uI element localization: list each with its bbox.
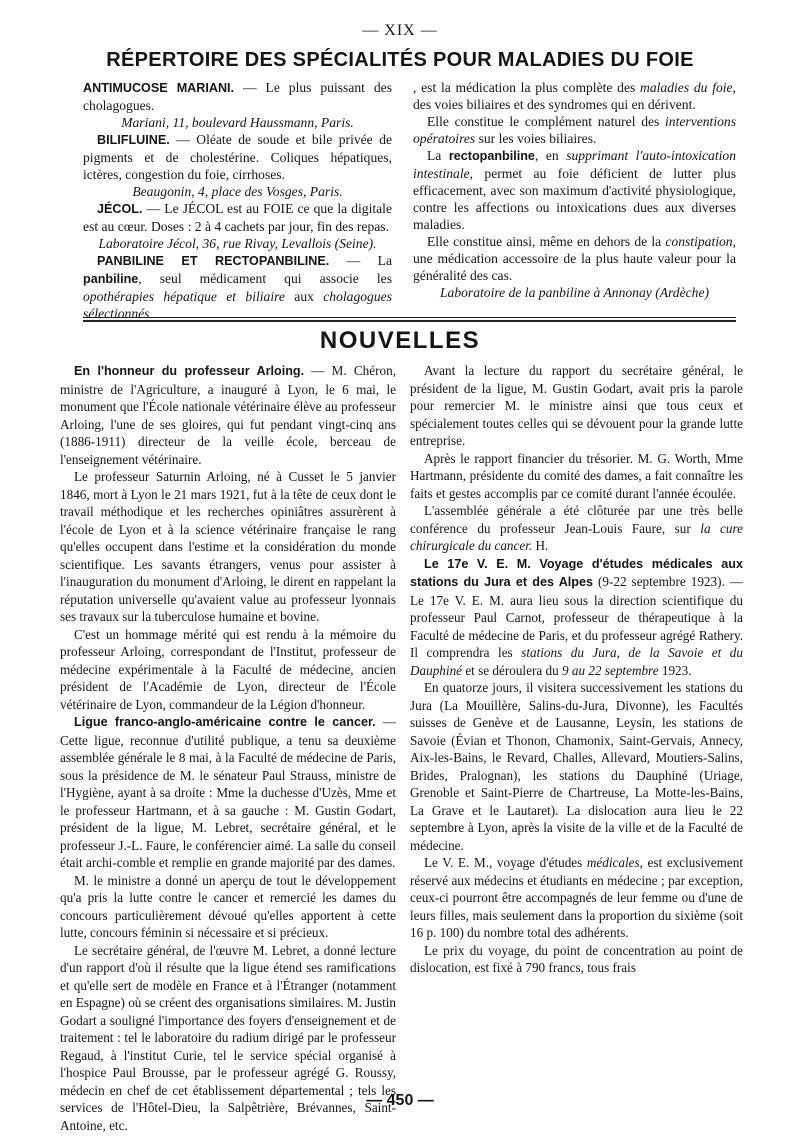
entry-bilifluine [83, 131, 392, 183]
article-heading: Le 17e V. E. M. Voyage d'études médicales aux stations du Jura et des Alpes [410, 556, 743, 589]
text-run: panbiline [83, 272, 139, 286]
article-ligue-p5: Après le rapport financier du trésorier. M. G. Worth, Mme Hartmann, présidente du comité des dames, a fait connaître les faits et gestes accomplis par ce comité durant l'année écoulée. [410, 450, 743, 501]
text-run: opothérapies hépatique et biliaire [83, 289, 285, 304]
nouvelles-title: NOUVELLES [319, 327, 481, 354]
repertoire-left-column [83, 79, 392, 322]
article-voyage-p4: Le prix du voyage, du point de concentration au point de dislocation, est fixé à 790 francs, tous frais [410, 942, 743, 975]
text-run: Elle constitue le complément naturel des [427, 114, 666, 129]
article-ligue-p6 [410, 502, 743, 555]
entry-name: BILIFLUINE. [97, 133, 170, 147]
entry-antimucose [83, 79, 392, 114]
article-ligue-p2: M. le ministre a donné un aperçu de tout le développement qu'a pris la lutte contre le cancer et remercié les dames du concours particulièrement dévoué qu'elles apportent à cette lutte, concours féminin si nécessaire et si précieux. [60, 872, 396, 940]
text-run: Le V. E. M., voyage d'études [424, 855, 587, 870]
text-run: interventions opératoires [413, 114, 736, 146]
text-run: cholagogues sélectionnés [83, 289, 392, 321]
text-run: , seul médicament qui associe les [138, 271, 392, 286]
entry-text: — Oléate de soude et bile privée de pigments et de cholestérine. Coliques hépatiques, ictères, congestion du foie, cirrhoses. [83, 132, 392, 182]
text-run: — Le 17e V. E. M. aura lieu sous la direction scientifique du professeur Paul Carnot, professeur de thérapeutique à la Faculté de médecine de Paris, et du professeur agrégé Rathery. Il comprendra les [410, 574, 743, 660]
text-run: constipation [665, 234, 733, 249]
text-run: supprimant l'auto-intoxication intestinale [413, 148, 736, 181]
entry-address: Beaugonin, 4, place des Vosges, Paris. [132, 184, 343, 199]
text-run: , est exclusivement réservé aux médecins et étudiants en médecine ; par exception, ceux-ci pourront être accompagnés de leur femme ou d'une de leurs filles, mais seulement dans la proportion du sixième (soit 16 p. 100) du nombre total des adhérents. [410, 855, 743, 940]
text-run: , est la médication la plus complète des [413, 80, 641, 95]
text-run: sur les voies biliaires. [475, 131, 597, 146]
section-divider [83, 320, 736, 322]
text-run: Elle constitue ainsi, même en dehors de la [427, 234, 666, 249]
article-arloing-p1 [60, 362, 396, 468]
panbiline-p3 [413, 147, 736, 233]
text-run: médicales [586, 855, 640, 870]
entry-jecol [83, 200, 392, 235]
text-run: rectopanbiline [448, 149, 535, 163]
text-run: , une médication accessoire de la plus haute valeur pour la généralité des cas. [413, 234, 736, 283]
text-run: la cure chirurgicale du cancer. [410, 520, 744, 553]
text-run: , permet au foie déficient de lutter plus efficacement, avec son maximum d'activité physiologique, contre les affections ou intoxications dues aux diverses maladies. [413, 166, 736, 232]
page-number: — 450 — [366, 1092, 434, 1109]
nouvelles-left-column [60, 362, 396, 1134]
text-run: — La [329, 253, 393, 268]
panbiline-continued [413, 79, 736, 113]
article-heading: Ligue franco-anglo-américaine contre le cancer. [74, 715, 376, 729]
entry-text: — Le JÉCOL est au FOIE ce que la digitale est au cœur. Doses : 2 à 4 cachets par jour, fin des repas. [83, 201, 392, 234]
entry-name: JÉCOL. [97, 202, 143, 216]
text-run: (9-22 septembre 1923). [593, 574, 725, 589]
repertoire-right-column [413, 79, 736, 301]
article-ligue-p3: Le secrétaire général, de l'œuvre M. Lebret, a donné lecture d'un rapport d'où il résulte que la ligue étend ses ramifications et qu'elle sert de modèle en France et à l'Étranger (notamment en Espagne) où se créent des organisations similaires. M. Justin Godart a souligné l'importance des foyers d'enseignement et de traitement : tel le laboratoire du radium dirigé par le professeur Regaud, à l'institut Curie, tel le service spécial organisé à l'hospice Paul Brousse, par le professeur agrégé G. Roussy, médecin en chef de cet établissement départemental ; tels les services de l'Hôtel-Dieu, la Salpêtrière, Brévannes, Saint-Antoine, etc. [60, 942, 396, 1133]
article-arloing-p2: Le professeur Saturnin Arloing, né à Cusset le 5 janvier 1846, mort à Lyon le 21 mars 1921, fut à la tête de ceux dont le travail méthodique et les recherches opiniâtres assurèrent à l'école de Lyon et à la science vétérinaire française le rang qu'elles occupent dans l'estime et la considération du monde scientifique. Les savants étrangers, venus pour assister à l'inauguration du monument d'Arloing, le dirent en rappelant la réputation universelle qu'avaient value au professeur lyonnais ses travaux sur la tuberculose humaine et bovine. [60, 469, 396, 624]
panbiline-p4 [413, 233, 736, 284]
article-arloing-p3: C'est un hommage mérité qui est rendu à la mémoire du professeur Arloing, correspondant de l'Institut, professeur de médecine expérimentale à la Faculté de médecine, ancien président de l'Académie de Lyon, directeur de l'École vétérinaire de Lyon, commandeur de la Légion d'honneur. [60, 626, 396, 712]
entry-address: Mariani, 11, boulevard Haussmann, Paris. [121, 115, 354, 130]
article-voyage-p1 [410, 555, 743, 680]
article-ligue-p4: Avant la lecture du rapport du secrétaire général, le président de la ligue, M. Gustin Godart, avait pris la parole pour remercier M. le ministre ainsi que tous ceux et spécialement toutes celles qui se dévouent pour la grande lutte entreprise. [410, 363, 743, 448]
text-run: et se déroulera du [462, 662, 562, 678]
text-run: — Cette ligue, reconnue d'utilité publique, a tenu sa deuxième assemblée générale le 8 mai, à la Faculté de médecine de Paris, sous la présidence de M. le sénateur Paul Strauss, ministre de l'Hygiène, ayant à sa droite : Mme la duchesse d'Uzès, Mme et le professeur Hartmann, et à sa gauche : M. Gustin Godart, président de la ligue, M. Lebret, secrétaire général, et le professeur J.-L. Faure, le conférencier aimé. La salle du conseil était archi-comble et remplie en grande majorité par des dames. [60, 714, 397, 870]
text-run: La [427, 148, 449, 163]
text-run: maladies du foie [640, 80, 733, 95]
text-run: 1923. [658, 662, 692, 678]
text-run: 9 au 22 septembre [561, 662, 659, 678]
article-ligue-p1 [60, 713, 396, 872]
text-run: — M. Chéron, ministre de l'Agriculture, a inauguré à Lyon, le 6 mai, le monument que l'École nationale vétérinaire élève au professeur Arloing, l'une de ses gloires, qui fut pendant vingt-cinq ans (1886-1911) directeur de la veille école, berceau de l'enseignement vétérinaire. [60, 363, 396, 467]
text-run: , en [534, 148, 567, 163]
article-voyage-p2: En quatorze jours, il visitera successivement les stations du Jura (La Mouillère, Salins-du-Jura, Divonne), les Facultés suisses de Genève et de Lausanne, Leysin, les stations de Savoie (Évian et Thonon, Chamonix, Saint-Gervais, Annecy, Aix-les-Bains, le Revard, Challes, Allevard, Moutiers-Salins, Brides, Pralognan), les stations du Dauphiné (Uriage, Grenoble et Saint-Pierre de Chartreuse, La Motte-les-Bains, La Grave et le Lautaret). La dislocation aura lieu le 22 septembre à Lyon, après la visite de la ville et de la Faculté de médecine. [410, 680, 743, 853]
entry-name: PANBILINE ET RECTOPANBILINE. [97, 254, 330, 268]
article-heading: En l'honneur du professeur Arloing. [74, 364, 305, 378]
text-run: L'assemblée générale a été clôturée par une très belle conférence du professeur Jean-Louis Faure, sur [410, 503, 743, 536]
panbiline-p2 [413, 113, 736, 147]
repertoire-title: RÉPERTOIRE DES SPÉCIALITÉS POUR MALADIES DU FOIE [106, 49, 694, 71]
nouvelles-right-column [410, 362, 743, 977]
signature-initial: H. [535, 538, 549, 553]
entry-panbiline [83, 252, 392, 322]
text-run: aux [284, 289, 324, 304]
entry-name: ANTIMUCOSE MARIANI. [83, 81, 235, 95]
entry-address: Laboratoire de la panbiline à Annonay (Ardèche) [439, 285, 710, 300]
roman-page-number: — XIX — [362, 22, 438, 39]
entry-address: Laboratoire Jécol, 36, rue Rivay, Levallois (Seine). [98, 236, 377, 251]
entry-text: — Le plus puissant des cholagogues. [83, 80, 392, 113]
text-run: stations du Jura, de la Savoie et du Dauphiné [410, 645, 743, 678]
article-voyage-p3 [410, 854, 743, 942]
text-run: , des voies biliaires et des syndromes qui en dérivent. [413, 80, 736, 112]
section-divider [83, 317, 736, 318]
